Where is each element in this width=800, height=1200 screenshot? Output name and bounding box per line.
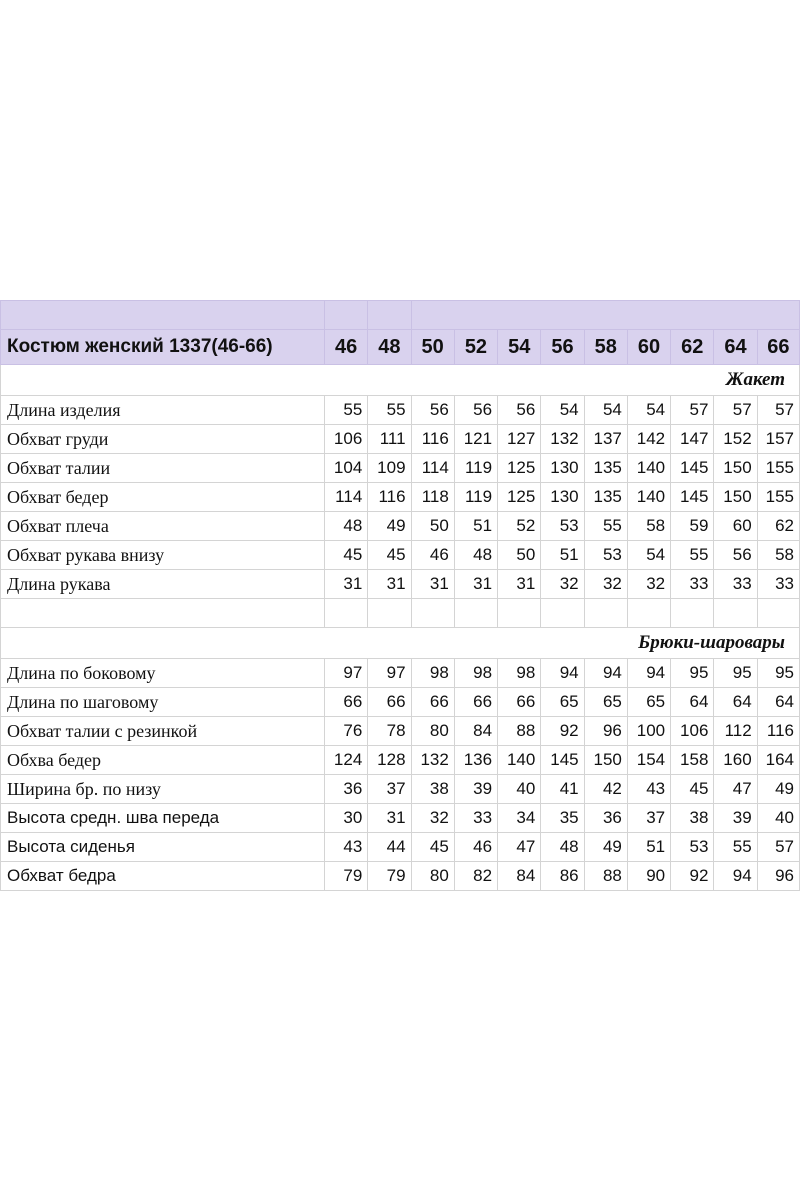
value-cell: 64 (714, 688, 757, 717)
size-header-50: 50 (411, 330, 454, 365)
value-cell: 55 (368, 396, 411, 425)
value-cell: 96 (757, 862, 799, 891)
value-cell: 136 (454, 746, 497, 775)
size-chart-body (1, 301, 800, 891)
value-cell: 95 (671, 659, 714, 688)
value-cell: 30 (325, 804, 368, 833)
value-cell: 47 (498, 833, 541, 862)
value-cell: 56 (498, 396, 541, 425)
value-cell: 145 (541, 746, 584, 775)
value-cell: 32 (584, 570, 627, 599)
row-label: Обхват груди (1, 425, 325, 454)
value-cell: 31 (498, 570, 541, 599)
blank-cell (325, 599, 368, 628)
value-cell: 58 (757, 541, 799, 570)
value-cell: 54 (627, 541, 670, 570)
value-cell: 31 (411, 570, 454, 599)
row-label: Обхват талии (1, 454, 325, 483)
size-chart-sheet (0, 300, 800, 891)
table-row (1, 541, 800, 570)
row-label: Обхва бедер (1, 746, 325, 775)
value-cell: 54 (541, 396, 584, 425)
value-cell: 98 (498, 659, 541, 688)
value-cell: 44 (368, 833, 411, 862)
value-cell: 43 (627, 775, 670, 804)
value-cell: 31 (325, 570, 368, 599)
value-cell: 114 (411, 454, 454, 483)
value-cell: 53 (584, 541, 627, 570)
value-cell: 80 (411, 862, 454, 891)
value-cell: 96 (584, 717, 627, 746)
value-cell: 37 (627, 804, 670, 833)
value-cell: 51 (627, 833, 670, 862)
value-cell: 47 (714, 775, 757, 804)
value-cell: 38 (671, 804, 714, 833)
value-cell: 84 (454, 717, 497, 746)
blank-cell (411, 599, 454, 628)
value-cell: 65 (627, 688, 670, 717)
value-cell: 38 (411, 775, 454, 804)
header-row (1, 330, 800, 365)
value-cell: 49 (757, 775, 799, 804)
value-cell: 116 (368, 483, 411, 512)
value-cell: 160 (714, 746, 757, 775)
value-cell: 45 (368, 541, 411, 570)
size-header-62: 62 (671, 330, 714, 365)
value-cell: 95 (714, 659, 757, 688)
size-header-60: 60 (627, 330, 670, 365)
value-cell: 94 (714, 862, 757, 891)
value-cell: 80 (411, 717, 454, 746)
value-cell: 88 (498, 717, 541, 746)
table-row (1, 746, 800, 775)
value-cell: 86 (541, 862, 584, 891)
value-cell: 94 (627, 659, 670, 688)
value-cell: 130 (541, 454, 584, 483)
row-label: Длина по боковому (1, 659, 325, 688)
value-cell: 79 (325, 862, 368, 891)
value-cell: 100 (627, 717, 670, 746)
value-cell: 59 (671, 512, 714, 541)
value-cell: 54 (584, 396, 627, 425)
size-header-56: 56 (541, 330, 584, 365)
value-cell: 152 (714, 425, 757, 454)
row-label: Обхват бедер (1, 483, 325, 512)
value-cell: 33 (714, 570, 757, 599)
value-cell: 154 (627, 746, 670, 775)
value-cell: 84 (498, 862, 541, 891)
value-cell: 116 (411, 425, 454, 454)
value-cell: 57 (671, 396, 714, 425)
value-cell: 36 (584, 804, 627, 833)
value-cell: 135 (584, 483, 627, 512)
value-cell: 60 (714, 512, 757, 541)
value-cell: 55 (325, 396, 368, 425)
value-cell: 127 (498, 425, 541, 454)
size-header-48: 48 (368, 330, 411, 365)
value-cell: 31 (454, 570, 497, 599)
value-cell: 65 (541, 688, 584, 717)
row-label: Длина рукава (1, 570, 325, 599)
value-cell: 97 (368, 659, 411, 688)
value-cell: 37 (368, 775, 411, 804)
header-spacer-cell (368, 301, 411, 330)
value-cell: 116 (757, 717, 799, 746)
value-cell: 39 (454, 775, 497, 804)
section-row (1, 628, 800, 659)
row-label: Ширина бр. по низу (1, 775, 325, 804)
blank-cell (627, 599, 670, 628)
value-cell: 31 (368, 804, 411, 833)
header-spacer-cell (1, 301, 325, 330)
value-cell: 49 (584, 833, 627, 862)
value-cell: 109 (368, 454, 411, 483)
value-cell: 45 (411, 833, 454, 862)
value-cell: 66 (498, 688, 541, 717)
value-cell: 111 (368, 425, 411, 454)
value-cell: 48 (325, 512, 368, 541)
value-cell: 33 (454, 804, 497, 833)
section-title: Жакет (1, 365, 800, 396)
table-row (1, 396, 800, 425)
value-cell: 150 (714, 483, 757, 512)
value-cell: 164 (757, 746, 799, 775)
value-cell: 114 (325, 483, 368, 512)
value-cell: 147 (671, 425, 714, 454)
value-cell: 51 (541, 541, 584, 570)
value-cell: 33 (757, 570, 799, 599)
value-cell: 98 (454, 659, 497, 688)
blank-cell (1, 599, 325, 628)
value-cell: 125 (498, 454, 541, 483)
value-cell: 106 (325, 425, 368, 454)
value-cell: 55 (671, 541, 714, 570)
table-row (1, 483, 800, 512)
value-cell: 119 (454, 483, 497, 512)
value-cell: 140 (498, 746, 541, 775)
section-title: Брюки-шаровары (1, 628, 800, 659)
value-cell: 79 (368, 862, 411, 891)
value-cell: 155 (757, 483, 799, 512)
row-label: Длина изделия (1, 396, 325, 425)
value-cell: 40 (757, 804, 799, 833)
value-cell: 51 (454, 512, 497, 541)
value-cell: 55 (584, 512, 627, 541)
value-cell: 66 (368, 688, 411, 717)
value-cell: 132 (541, 425, 584, 454)
value-cell: 62 (757, 512, 799, 541)
size-header-58: 58 (584, 330, 627, 365)
value-cell: 92 (671, 862, 714, 891)
table-row (1, 425, 800, 454)
value-cell: 41 (541, 775, 584, 804)
value-cell: 88 (584, 862, 627, 891)
value-cell: 145 (671, 483, 714, 512)
value-cell: 150 (714, 454, 757, 483)
value-cell: 32 (541, 570, 584, 599)
row-label: Длина по шаговому (1, 688, 325, 717)
value-cell: 53 (541, 512, 584, 541)
row-label: Обхват талии с резинкой (1, 717, 325, 746)
value-cell: 118 (411, 483, 454, 512)
value-cell: 137 (584, 425, 627, 454)
blank-cell (714, 599, 757, 628)
value-cell: 35 (541, 804, 584, 833)
value-cell: 130 (541, 483, 584, 512)
size-header-52: 52 (454, 330, 497, 365)
value-cell: 39 (714, 804, 757, 833)
value-cell: 57 (757, 833, 799, 862)
value-cell: 53 (671, 833, 714, 862)
value-cell: 94 (584, 659, 627, 688)
value-cell: 55 (714, 833, 757, 862)
value-cell: 46 (454, 833, 497, 862)
table-row (1, 717, 800, 746)
value-cell: 112 (714, 717, 757, 746)
size-header-54: 54 (498, 330, 541, 365)
value-cell: 142 (627, 425, 670, 454)
value-cell: 119 (454, 454, 497, 483)
blank-row (1, 599, 800, 628)
value-cell: 150 (584, 746, 627, 775)
value-cell: 155 (757, 454, 799, 483)
blank-cell (454, 599, 497, 628)
value-cell: 48 (454, 541, 497, 570)
value-cell: 121 (454, 425, 497, 454)
blank-cell (757, 599, 799, 628)
value-cell: 57 (757, 396, 799, 425)
row-label: Обхват рукава внизу (1, 541, 325, 570)
value-cell: 54 (627, 396, 670, 425)
value-cell: 50 (411, 512, 454, 541)
value-cell: 58 (627, 512, 670, 541)
value-cell: 140 (627, 483, 670, 512)
table-row (1, 804, 800, 833)
value-cell: 97 (325, 659, 368, 688)
value-cell: 48 (541, 833, 584, 862)
value-cell: 157 (757, 425, 799, 454)
blank-cell (671, 599, 714, 628)
value-cell: 65 (584, 688, 627, 717)
value-cell: 64 (757, 688, 799, 717)
value-cell: 36 (325, 775, 368, 804)
value-cell: 92 (541, 717, 584, 746)
table-row (1, 659, 800, 688)
size-chart-table (0, 300, 800, 891)
header-spacer-cell (411, 301, 799, 330)
value-cell: 49 (368, 512, 411, 541)
value-cell: 128 (368, 746, 411, 775)
value-cell: 40 (498, 775, 541, 804)
table-title: Костюм женский 1337(46-66) (1, 330, 325, 365)
value-cell: 31 (368, 570, 411, 599)
table-row (1, 454, 800, 483)
header-spacer-cell (325, 301, 368, 330)
value-cell: 64 (671, 688, 714, 717)
value-cell: 78 (368, 717, 411, 746)
value-cell: 45 (671, 775, 714, 804)
value-cell: 32 (411, 804, 454, 833)
value-cell: 42 (584, 775, 627, 804)
value-cell: 76 (325, 717, 368, 746)
table-row (1, 688, 800, 717)
blank-cell (368, 599, 411, 628)
size-header-46: 46 (325, 330, 368, 365)
value-cell: 57 (714, 396, 757, 425)
table-row (1, 512, 800, 541)
value-cell: 94 (541, 659, 584, 688)
value-cell: 104 (325, 454, 368, 483)
value-cell: 98 (411, 659, 454, 688)
blank-cell (498, 599, 541, 628)
value-cell: 56 (714, 541, 757, 570)
table-row (1, 775, 800, 804)
blank-cell (584, 599, 627, 628)
value-cell: 106 (671, 717, 714, 746)
row-label: Обхват плеча (1, 512, 325, 541)
table-row (1, 570, 800, 599)
row-label: Высота средн. шва переда (1, 804, 325, 833)
value-cell: 45 (325, 541, 368, 570)
value-cell: 140 (627, 454, 670, 483)
value-cell: 158 (671, 746, 714, 775)
size-header-64: 64 (714, 330, 757, 365)
value-cell: 32 (627, 570, 670, 599)
value-cell: 145 (671, 454, 714, 483)
blank-cell (541, 599, 584, 628)
row-label: Высота сиденья (1, 833, 325, 862)
size-header-66: 66 (757, 330, 799, 365)
value-cell: 33 (671, 570, 714, 599)
row-label: Обхват бедра (1, 862, 325, 891)
section-row (1, 365, 800, 396)
value-cell: 56 (411, 396, 454, 425)
value-cell: 124 (325, 746, 368, 775)
value-cell: 56 (454, 396, 497, 425)
table-row (1, 862, 800, 891)
value-cell: 132 (411, 746, 454, 775)
value-cell: 66 (454, 688, 497, 717)
value-cell: 66 (325, 688, 368, 717)
value-cell: 52 (498, 512, 541, 541)
value-cell: 66 (411, 688, 454, 717)
header-spacer-row (1, 301, 800, 330)
value-cell: 46 (411, 541, 454, 570)
value-cell: 90 (627, 862, 670, 891)
value-cell: 50 (498, 541, 541, 570)
value-cell: 125 (498, 483, 541, 512)
value-cell: 95 (757, 659, 799, 688)
value-cell: 34 (498, 804, 541, 833)
value-cell: 43 (325, 833, 368, 862)
value-cell: 82 (454, 862, 497, 891)
table-row (1, 833, 800, 862)
value-cell: 135 (584, 454, 627, 483)
